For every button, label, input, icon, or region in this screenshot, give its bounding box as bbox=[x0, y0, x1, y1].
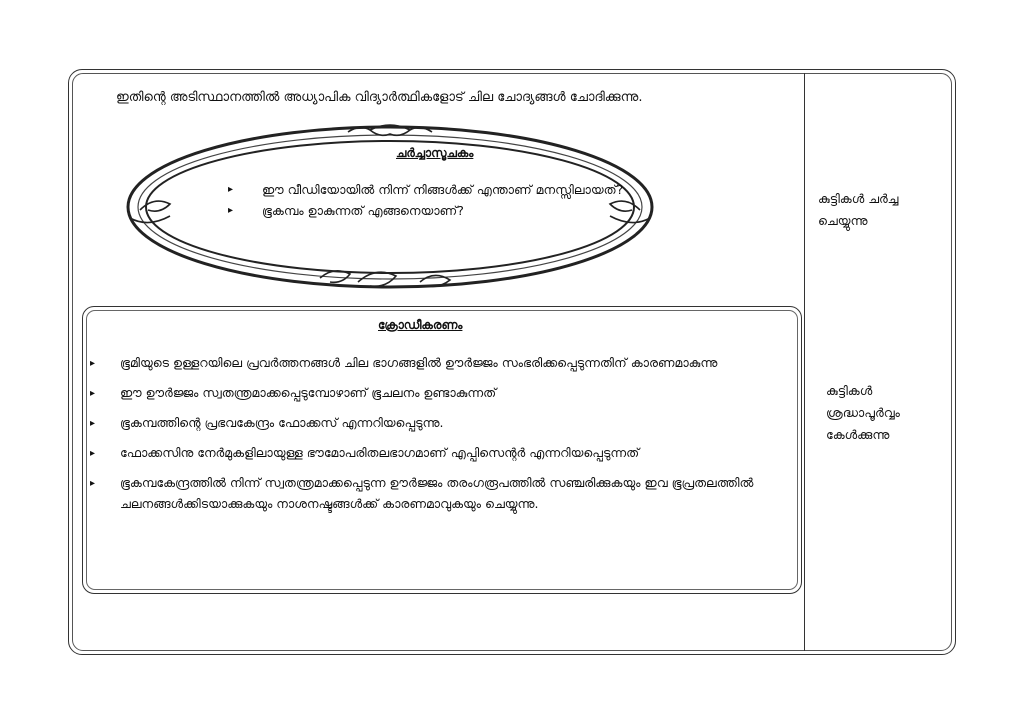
triangle-bullet-icon: ▸ bbox=[90, 418, 96, 429]
column-divider bbox=[804, 73, 805, 651]
triangle-bullet-icon: ▸ bbox=[228, 205, 234, 216]
question-item: ▸ ഈ വീഡിയോയിൽ നിന്ന് നിങ്ങൾക്ക് എന്താണ് മനസ്സിലായത്? bbox=[228, 182, 624, 197]
question-item: ▸ ഭൂകമ്പം ഉാകുന്നത് എങ്ങനെയാണ്? bbox=[228, 203, 464, 218]
triangle-bullet-icon: ▸ bbox=[228, 184, 234, 195]
summary-point: ▸ ഭൂകമ്പകേന്ദ്രത്തിൽ നിന്ന് സ്വതന്ത്രമാക്കപ്പെടുന്ന ഊർജ്ജം തരംഗരൂപത്തിൽ സഞ്ചരിക്കുകയും ഇവ ഭൂപ്രതലത്തിൽ ചലനങ്ങൾക്കിടയാക്കുകയും നാശനഷ്ടങ്ങൾക്ക് കാരണമാവുകയും ചെയ്യുന്നു. bbox=[90, 475, 754, 511]
discussion-heading: ചർച്ചാസൂചകം bbox=[396, 146, 474, 160]
triangle-bullet-icon: ▸ bbox=[90, 448, 96, 459]
triangle-bullet-icon: ▸ bbox=[90, 358, 96, 369]
discussion-questions bbox=[228, 180, 648, 222]
summary-point: ▸ ഭൂകമ്പത്തിന്റെ പ്രഭവകേന്ദ്രം ഫോക്കസ് എന്നറിയപ്പെടുന്നു. bbox=[90, 412, 796, 433]
intro-text: ഇതിന്റെ അടിസ്ഥാനത്തിൽ അധ്യാപിക വിദ്യാർത്ഥികളോട് ചില ചോദ്യങ്ങൾ ചോദിക്കുന്നു. bbox=[116, 90, 643, 105]
summary-heading: ക്രോഡീകരണം bbox=[378, 318, 463, 332]
triangle-bullet-icon: ▸ bbox=[90, 388, 96, 399]
summary-points bbox=[90, 352, 796, 523]
summary-point: ▸ ഫോക്കസിനു നേർമുകളിലായുള്ള ഭൗമോപരിതലഭാഗമാണ് എപ്പിസെന്റർ എന്നറിയപ്പെടുന്നത് bbox=[90, 442, 796, 463]
triangle-bullet-icon: ▸ bbox=[90, 478, 96, 489]
side-note-listening: കുട്ടികൾ ശ്രദ്ധാപൂർവ്വം കേൾക്കുന്നു bbox=[826, 383, 900, 442]
side-note-discussion: കുട്ടികൾ ചർച്ച ചെയ്യുന്നു bbox=[818, 191, 899, 228]
summary-point: ▸ ഈ ഊർജ്ജം സ്വതന്ത്രമാക്കപ്പെടുമ്പോഴാണ് ഭൂചലനം ഉണ്ടാകുന്നത് bbox=[90, 382, 796, 403]
summary-point: ▸ ഭൂമിയുടെ ഉള്ളറയിലെ പ്രവർത്തനങ്ങൾ ചില ഭാഗങ്ങളിൽ ഊർജ്ജം സംഭരിക്കപ്പെടുന്നതിന് കാരണമാകുന്നു bbox=[90, 352, 796, 373]
